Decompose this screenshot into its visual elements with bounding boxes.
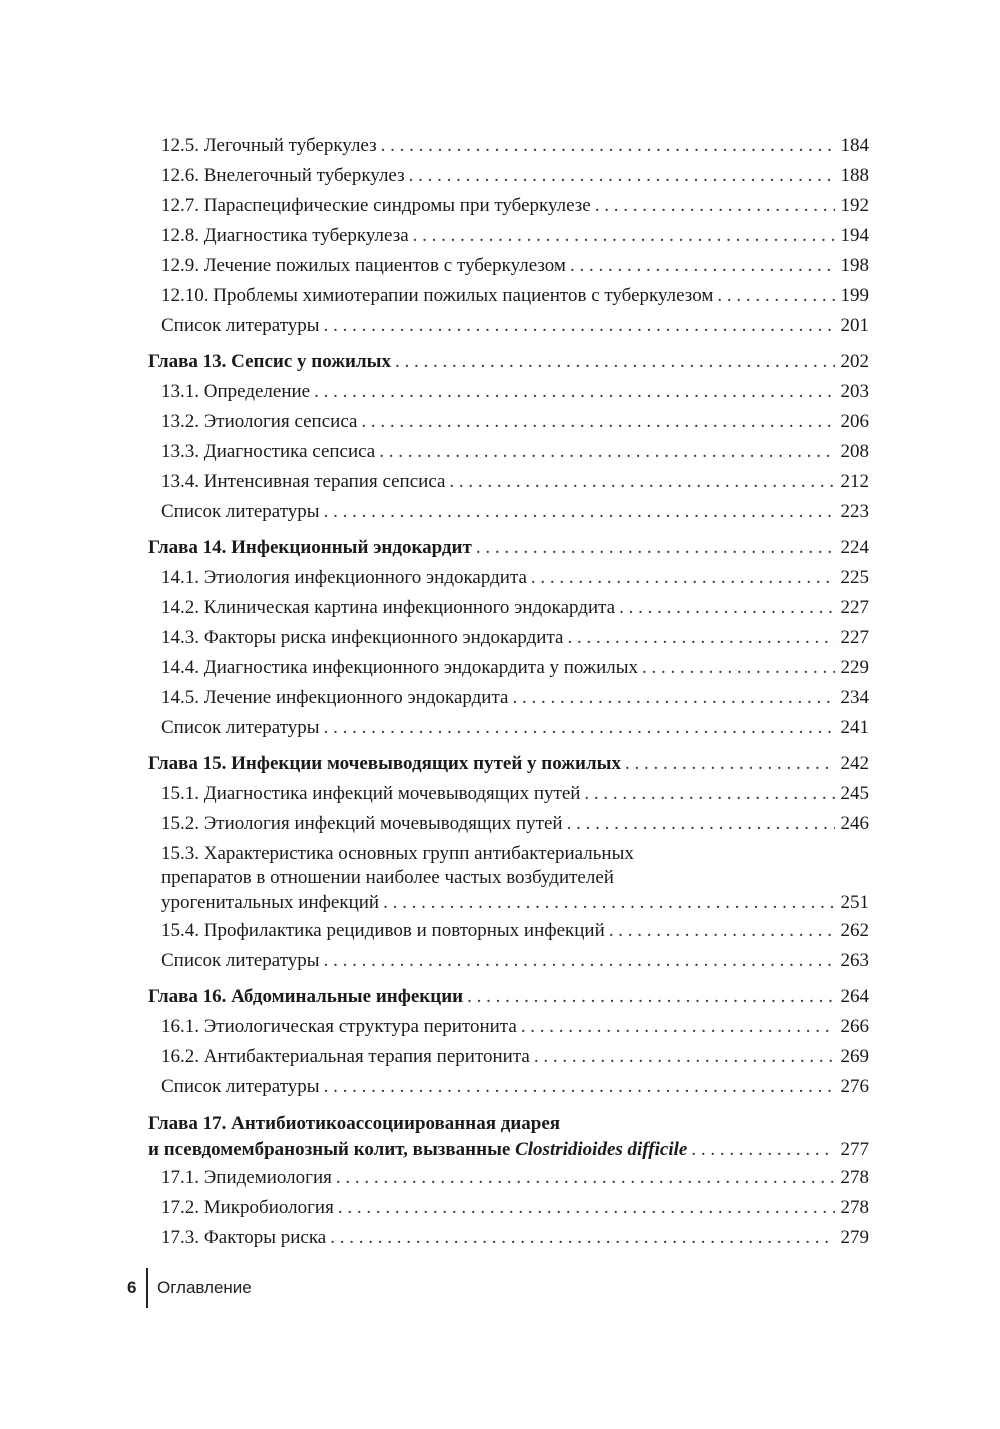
- toc-chapter-page: 224: [840, 537, 869, 558]
- toc-entry-title: 14.2. Клиническая картина инфекционного эндокардита: [161, 597, 616, 618]
- toc-entry-page: 223: [840, 501, 869, 522]
- toc-chapter-title: Глава 16. Абдоминальные инфекции: [148, 986, 464, 1007]
- toc-group-chapter-15: [148, 749, 869, 976]
- toc-entry: [148, 1193, 869, 1223]
- toc-entry-title: 17.1. Эпидемиология: [161, 1167, 332, 1188]
- toc-group-chapter-13: [148, 347, 869, 527]
- toc-entry: [148, 467, 869, 497]
- toc-entry-title: 14.1. Этиология инфекционного эндокардита: [161, 567, 527, 588]
- toc-entry-title: 14.4. Диагностика инфекционного эндокардита у пожилых: [161, 657, 638, 678]
- toc-chapter-heading: [148, 982, 869, 1012]
- toc-entry-title-line: препаратов в отношении наиболее частых возбудителей: [161, 867, 614, 888]
- toc-entry-references: [148, 311, 869, 341]
- toc-entry: [148, 221, 869, 251]
- toc-entry: [148, 683, 869, 713]
- toc-entry-title: 15.4. Профилактика рецидивов и повторных инфекций: [161, 920, 605, 941]
- toc-entry-page: 234: [840, 687, 869, 708]
- toc-entry-page: 198: [840, 255, 869, 276]
- toc-group-chapter-16: [148, 982, 869, 1102]
- toc-chapter-heading: [148, 533, 869, 563]
- toc-entry: [148, 1012, 869, 1042]
- toc-entry-page: 212: [840, 471, 869, 492]
- toc-entry-page: 208: [840, 441, 869, 462]
- toc-chapter-title: Глава 14. Инфекционный эндокардит: [148, 537, 472, 558]
- toc-entry-references: [148, 946, 869, 976]
- toc-entry-page: 263: [840, 950, 869, 971]
- toc-entry: [148, 161, 869, 191]
- toc-entry-page: 203: [840, 381, 869, 402]
- toc-entry-title: 12.7. Параспецифические синдромы при туберкулезе: [161, 195, 591, 216]
- toc-entry-title: 12.8. Диагностика туберкулеза: [161, 225, 409, 246]
- toc-entry-page: 251: [840, 892, 869, 913]
- toc-entry-page: 262: [840, 920, 869, 941]
- organism-name: Clostridioides difficile: [515, 1139, 688, 1160]
- toc-chapter-heading: [148, 347, 869, 377]
- page-footer: [127, 1268, 252, 1308]
- toc-entry-page: 206: [840, 411, 869, 432]
- table-of-contents: [148, 131, 869, 1253]
- toc-group-chapter-17: [148, 1108, 869, 1253]
- toc-chapter-page: 277: [840, 1139, 869, 1160]
- toc-entry-title: 13.2. Этиология сепсиса: [161, 411, 358, 432]
- toc-entry: [148, 563, 869, 593]
- toc-entry: [148, 407, 869, 437]
- toc-chapter-heading: [148, 749, 869, 779]
- toc-entry-title-line: 15.3. Характеристика основных групп антибактериальных: [161, 843, 634, 864]
- toc-entry: [148, 779, 869, 809]
- toc-entry: [148, 191, 869, 221]
- toc-entry: [148, 131, 869, 161]
- toc-chapter-heading-multiline: [148, 1108, 869, 1163]
- toc-chapter-page: 202: [840, 351, 869, 372]
- toc-entry-title: Список литературы: [161, 501, 320, 522]
- toc-entry-title: 12.5. Легочный туберкулез: [161, 135, 377, 156]
- toc-entry-title: Список литературы: [161, 315, 320, 336]
- toc-chapter-page: 264: [840, 986, 869, 1007]
- toc-entry-page: 199: [840, 285, 869, 306]
- toc-chapter-title: Глава 13. Сепсис у пожилых: [148, 351, 391, 372]
- toc-entry-title: 13.4. Интенсивная терапия сепсиса: [161, 471, 446, 492]
- footer-divider: [146, 1268, 148, 1308]
- toc-entry-page: 279: [840, 1227, 869, 1248]
- toc-entry: [148, 1223, 869, 1253]
- toc-entry-page: 227: [840, 597, 869, 618]
- page-number: 6: [127, 1278, 137, 1297]
- toc-entry: [148, 653, 869, 683]
- toc-entry-page: 266: [840, 1016, 869, 1037]
- toc-entry-title: 12.6. Внелегочный туберкулез: [161, 165, 405, 186]
- toc-entry-title-last-line: [148, 890, 869, 916]
- toc-entry-title: 15.1. Диагностика инфекций мочевыводящих путей: [161, 783, 581, 804]
- toc-entry-title: 13.1. Определение: [161, 381, 311, 402]
- toc-entry-page: 276: [840, 1076, 869, 1097]
- toc-entry-page: 241: [840, 717, 869, 738]
- toc-entry-page: 278: [840, 1197, 869, 1218]
- toc-entry-title: 16.1. Этиологическая структура перитонита: [161, 1016, 517, 1037]
- running-section-title: Оглавление: [156, 1278, 252, 1297]
- toc-entry: [148, 593, 869, 623]
- toc-entry-title: Список литературы: [161, 717, 320, 738]
- toc-entry: [148, 437, 869, 467]
- toc-entry-title: урогенитальных инфекций: [161, 892, 380, 913]
- toc-entry-references: [148, 713, 869, 743]
- toc-group-chapter-14: [148, 533, 869, 743]
- toc-entry-page: 269: [840, 1046, 869, 1067]
- toc-entry-page: 184: [840, 135, 869, 156]
- toc-entry-title: 17.3. Факторы риска: [161, 1227, 327, 1248]
- toc-entry-page: 225: [840, 567, 869, 588]
- toc-entry-page: 278: [840, 1167, 869, 1188]
- toc-chapter-title: и псевдомембранозный колит, вызванные Clostridioides difficile: [148, 1139, 688, 1160]
- toc-group-chapter-12: [148, 131, 869, 341]
- toc-entry-title: 12.9. Лечение пожилых пациентов с туберкулезом: [161, 255, 566, 276]
- toc-entry-title: 12.10. Проблемы химиотерапии пожилых пациентов с туберкулезом: [161, 285, 714, 306]
- toc-entry-references: [148, 1072, 869, 1102]
- toc-entry-title: Список литературы: [161, 1076, 320, 1097]
- toc-entry-page: 192: [840, 195, 869, 216]
- toc-entry: [148, 1163, 869, 1193]
- toc-entry-page: 194: [840, 225, 869, 246]
- toc-entry-page: 245: [840, 783, 869, 804]
- toc-entry-title: 13.3. Диагностика сепсиса: [161, 441, 376, 462]
- toc-entry-page: 229: [840, 657, 869, 678]
- toc-entry-references: [148, 497, 869, 527]
- toc-entry: [148, 916, 869, 946]
- toc-chapter-title-last-line: [148, 1136, 869, 1163]
- toc-entry-page: 188: [840, 165, 869, 186]
- toc-entry-title: 16.2. Антибактериальная терапия перитонита: [161, 1046, 530, 1067]
- toc-entry: [148, 281, 869, 311]
- toc-entry-title: Список литературы: [161, 950, 320, 971]
- toc-entry: [148, 623, 869, 653]
- toc-entry-page: 201: [840, 315, 869, 336]
- toc-entry-title: 15.2. Этиология инфекций мочевыводящих путей: [161, 813, 563, 834]
- toc-entry-page: 227: [840, 627, 869, 648]
- toc-entry-multiline: [148, 839, 869, 916]
- toc-entry-title: 17.2. Микробиология: [161, 1197, 334, 1218]
- toc-chapter-page: 242: [840, 753, 869, 774]
- toc-entry-page: 246: [840, 813, 869, 834]
- toc-entry: [148, 251, 869, 281]
- toc-entry-title: 14.5. Лечение инфекционного эндокардита: [161, 687, 509, 708]
- toc-entry: [148, 1042, 869, 1072]
- toc-entry: [148, 809, 869, 839]
- toc-entry: [148, 377, 869, 407]
- toc-chapter-title-line: Глава 17. Антибиотикоассоциированная диарея: [148, 1113, 561, 1134]
- toc-chapter-title: Глава 15. Инфекции мочевыводящих путей у пожилых: [148, 753, 621, 774]
- toc-entry-title: 14.3. Факторы риска инфекционного эндокардита: [161, 627, 564, 648]
